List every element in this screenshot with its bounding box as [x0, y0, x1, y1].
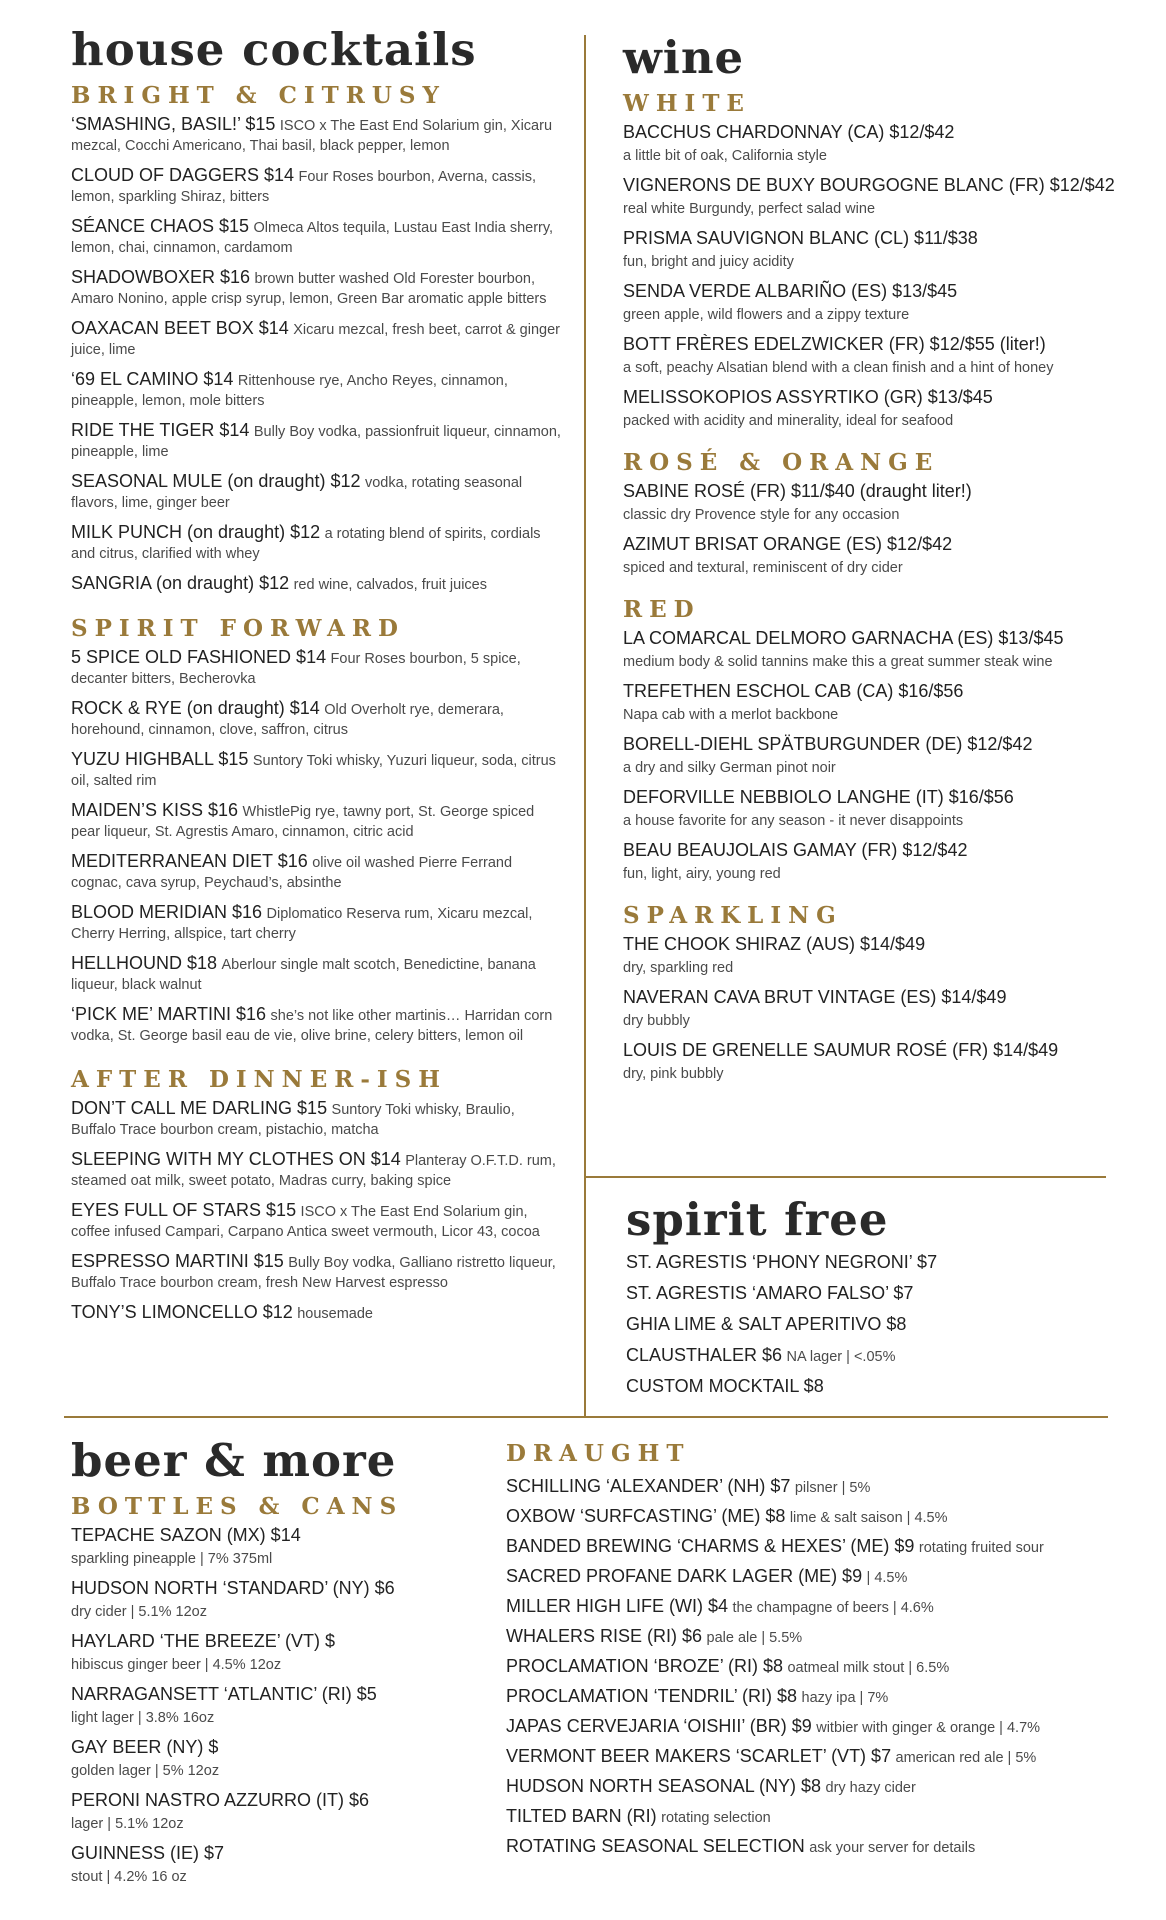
item-name: DEFORVILLE NEBBIOLO LANGHE (IT) $16/$56 [623, 787, 1014, 807]
menu-item [71, 165, 563, 207]
item-description: american red ale | 5% [895, 1750, 1037, 1766]
menu-item [71, 1251, 563, 1293]
item-name: ST. AGRESTIS ‘PHONY NEGRONI’ $7 [626, 1252, 938, 1272]
item-name: TEPACHE SAZON (MX) $14 [71, 1525, 301, 1545]
item-description: dry, sparkling red [623, 960, 734, 976]
item-name: NARRAGANSETT ‘ATLANTIC’ (RI) $5 [71, 1684, 377, 1704]
menu-item [71, 573, 563, 595]
item-description: a dry and silky German pinot noir [623, 760, 836, 776]
item-description: a rotating blend of spirits, cordials and citrus, clarified with whey [71, 526, 541, 562]
menu-item [623, 122, 1123, 166]
item-description: vodka, rotating seasonal flavors, lime, ginger beer [71, 475, 523, 511]
menu-item [506, 1806, 1106, 1828]
item-name: LOUIS DE GRENELLE SAUMUR ROSÉ (FR) $14/$49 [623, 1040, 1059, 1060]
category-heading: BRIGHT & CITRUSY [71, 82, 446, 109]
item-description: ISCO x The East End Solarium gin, coffee infused Campari, Carpano Antica sweet vermouth, Licor 43, cocoa [71, 1204, 540, 1240]
menu-item [626, 1376, 1106, 1398]
item-name: GHIA LIME & SALT APERITIVO $8 [626, 1314, 907, 1334]
item-description: hibiscus ginger beer | 4.5% 12oz [71, 1657, 282, 1673]
menu-item [71, 1684, 471, 1728]
item-name: BANDED BREWING ‘CHARMS & HEXES’ (ME) $9 [506, 1536, 915, 1556]
menu-item [71, 1843, 471, 1887]
item-description: dry bubbly [623, 1013, 690, 1029]
menu-item [506, 1716, 1106, 1738]
house-cocktails-section [71, 23, 563, 1324]
category-heading: SPARKLING [623, 902, 843, 929]
menu-item [71, 369, 563, 411]
item-description: Olmeca Altos tequila, Lustau East India sherry, lemon, chai, cinnamon, cardamom [71, 220, 554, 256]
item-description: rotating fruited sour [918, 1540, 1044, 1556]
category-heading: RED [623, 596, 701, 623]
item-name: BEAU BEAUJOLAIS GAMAY (FR) $12/$42 [623, 840, 968, 860]
menu-item [71, 420, 563, 462]
item-name: MELISSOKOPIOS ASSYRTIKO (GR) $13/$45 [623, 387, 993, 407]
menu-item [623, 387, 1123, 431]
item-name: SEASONAL MULE (on draught) $12 [71, 471, 361, 491]
item-description: Suntory Toki whisky, Braulio, Buffalo Trace bourbon cream, pistachio, matcha [71, 1102, 515, 1138]
item-name: EYES FULL OF STARS $15 [71, 1200, 297, 1220]
menu-item [71, 114, 563, 156]
item-name: MILLER HIGH LIFE (WI) $4 [506, 1596, 729, 1616]
item-name: RIDE THE TIGER $14 [71, 420, 250, 440]
item-name: GUINNESS (IE) $7 [71, 1843, 225, 1863]
menu-item [506, 1596, 1106, 1618]
item-name: SABINE ROSÉ (FR) $11/$40 (draught liter!) [623, 481, 972, 501]
item-description: lime & salt saison | 4.5% [789, 1510, 948, 1526]
item-name: ROTATING SEASONAL SELECTION [506, 1836, 805, 1856]
menu-item [623, 840, 1123, 884]
beer-section [71, 1434, 471, 1887]
house-cocktails-title: house cocktails [71, 23, 477, 76]
item-name: BOTT FRÈRES EDELZWICKER (FR) $12/$55 (liter!) [623, 334, 1046, 354]
item-name: BACCHUS CHARDONNAY (CA) $12/$42 [623, 122, 955, 142]
item-name: HELLHOUND $18 [71, 953, 218, 973]
item-description: housemade [297, 1306, 373, 1322]
item-description: witbier with ginger & orange | 4.7% [816, 1720, 1041, 1736]
menu-item [623, 281, 1123, 325]
item-description: Diplomatico Reserva rum, Xicaru mezcal, Cherry Herring, allspice, tart cherry [71, 906, 533, 942]
item-description: packed with acidity and minerality, ideal for seafood [623, 413, 954, 429]
menu-item [71, 953, 563, 995]
menu-item [71, 1525, 471, 1569]
item-description: dry cider | 5.1% 12oz [71, 1604, 207, 1620]
item-description: sparkling pineapple | 7% 375ml [71, 1551, 273, 1567]
item-name: WHALERS RISE (RI) $6 [506, 1626, 703, 1646]
item-name: PRISMA SAUVIGNON BLANC (CL) $11/$38 [623, 228, 978, 248]
menu-item [626, 1252, 1106, 1274]
item-name: ROCK & RYE (on draught) $14 [71, 698, 320, 718]
menu-item [623, 787, 1123, 831]
item-name: TREFETHEN ESCHOL CAB (CA) $16/$56 [623, 681, 964, 701]
item-description: Suntory Toki whisky, Yuzuri liqueur, soda, citrus oil, salted rim [71, 753, 556, 789]
item-name: YUZU HIGHBALL $15 [71, 749, 249, 769]
item-description: Old Overholt rye, demerara, horehound, cinnamon, clove, saffron, citrus [71, 702, 504, 738]
wine-title: wine [623, 31, 745, 84]
category-heading: AFTER DINNER-ISH [71, 1066, 447, 1093]
menu-item [71, 1578, 471, 1622]
menu-item [623, 228, 1123, 272]
menu-item [626, 1314, 1106, 1336]
item-name: SÉANCE CHAOS $15 [71, 216, 250, 236]
wine-section [623, 31, 1123, 1084]
item-name: AZIMUT BRISAT ORANGE (ES) $12/$42 [623, 534, 953, 554]
item-name: ‘PICK ME’ MARTINI $16 [71, 1004, 267, 1024]
item-description: stout | 4.2% 16 oz [71, 1869, 187, 1885]
item-name: MEDITERRANEAN DIET $16 [71, 851, 308, 871]
menu-item [71, 318, 563, 360]
menu-item [506, 1536, 1106, 1558]
item-name: PROCLAMATION ‘BROZE’ (RI) $8 [506, 1656, 784, 1676]
category-heading: ROSÉ & ORANGE [623, 449, 940, 476]
item-description: Four Roses bourbon, Averna, cassis, lemon, sparkling Shiraz, bitters [71, 169, 537, 205]
item-description: pilsner | 5% [794, 1480, 871, 1496]
item-name: BORELL-DIEHL SPÄTBURGUNDER (DE) $12/$42 [623, 734, 1033, 754]
item-name: THE CHOOK SHIRAZ (AUS) $14/$49 [623, 934, 926, 954]
item-name: ST. AGRESTIS ‘AMARO FALSO’ $7 [626, 1283, 914, 1303]
item-description: she’s not like other martinis… Harridan corn vodka, St. George basil eau de vie, olive brine, celery bitters, lemon oil [71, 1008, 553, 1044]
item-description: classic dry Provence style for any occasion [623, 507, 900, 523]
item-description: Bully Boy vodka, passionfruit liqueur, cinnamon, pineapple, lime [71, 424, 561, 460]
item-description: Xicaru mezcal, fresh beet, carrot & ginger juice, lime [71, 322, 560, 358]
item-name: PERONI NASTRO AZZURRO (IT) $6 [71, 1790, 370, 1810]
item-name: LA COMARCAL DELMORO GARNACHA (ES) $13/$45 [623, 628, 1064, 648]
menu-item [506, 1476, 1106, 1498]
item-description: ask your server for details [809, 1840, 976, 1856]
menu-item [71, 267, 563, 309]
menu-item [506, 1746, 1106, 1768]
horizontal-divider [64, 1416, 1108, 1418]
item-description: green apple, wild flowers and a zippy texture [623, 307, 910, 323]
menu-item [626, 1283, 1106, 1305]
item-description: real white Burgundy, perfect salad wine [623, 201, 876, 217]
item-description: Planteray O.F.T.D. rum, steamed oat milk, sweet potato, Madras curry, baking spice [71, 1153, 556, 1189]
item-name: ‘69 EL CAMINO $14 [71, 369, 234, 389]
item-name: DON’T CALL ME DARLING $15 [71, 1098, 328, 1118]
item-description: a house favorite for any season - it never disappoints [623, 813, 964, 829]
item-description: golden lager | 5% 12oz [71, 1763, 220, 1779]
item-description: fun, bright and juicy acidity [623, 254, 794, 270]
item-description: spiced and textural, reminiscent of dry cider [623, 560, 903, 576]
menu-item [626, 1345, 1106, 1367]
menu-item [71, 522, 563, 564]
menu-item [623, 628, 1123, 672]
menu-item [71, 851, 563, 893]
item-description: Four Roses bourbon, 5 spice, decanter bitters, Becherovka [71, 651, 521, 687]
menu-item [623, 334, 1123, 378]
item-name: MAIDEN’S KISS $16 [71, 800, 239, 820]
item-name: PROCLAMATION ‘TENDRIL’ (RI) $8 [506, 1686, 798, 1706]
item-name: CLAUSTHALER $6 [626, 1345, 783, 1365]
item-name: VERMONT BEER MAKERS ‘SCARLET’ (VT) $7 [506, 1746, 892, 1766]
menu-item [71, 647, 563, 689]
item-description: pale ale | 5.5% [706, 1630, 803, 1646]
item-description: Aberlour single malt scotch, Benedictine, banana liqueur, black walnut [71, 957, 536, 993]
menu-item [71, 1302, 563, 1324]
menu-item [71, 471, 563, 513]
item-description: dry, pink bubbly [623, 1066, 724, 1082]
menu-item [71, 1004, 563, 1046]
menu-item [71, 1631, 471, 1675]
draught-section [506, 1440, 1106, 1858]
item-name: OAXACAN BEET BOX $14 [71, 318, 289, 338]
vertical-divider [584, 35, 586, 1418]
item-description: oatmeal milk stout | 6.5% [787, 1660, 950, 1676]
menu-item [71, 1149, 563, 1191]
item-description: hazy ipa | 7% [801, 1690, 889, 1706]
item-name: JAPAS CERVEJARIA ‘OISHII’ (BR) $9 [506, 1716, 812, 1736]
item-name: CLOUD OF DAGGERS $14 [71, 165, 295, 185]
menu-item [71, 1200, 563, 1242]
item-description: | 4.5% [866, 1570, 908, 1586]
category-heading: WHITE [623, 90, 751, 117]
menu-item [71, 1098, 563, 1140]
item-description: rotating selection [661, 1810, 771, 1826]
item-name: GAY BEER (NY) $ [71, 1737, 219, 1757]
menu-item [71, 902, 563, 944]
menu-item [623, 681, 1123, 725]
item-name: HAYLARD ‘THE BREEZE’ (VT) $ [71, 1631, 336, 1651]
item-name: OXBOW ‘SURFCASTING’ (ME) $8 [506, 1506, 786, 1526]
menu-item [506, 1566, 1106, 1588]
item-name: TILTED BARN (RI) [506, 1806, 657, 1826]
menu-item [71, 1790, 471, 1834]
menu-item [623, 1040, 1123, 1084]
item-description: red wine, calvados, fruit juices [293, 577, 487, 593]
item-description: fun, light, airy, young red [623, 866, 781, 882]
menu-item [506, 1836, 1106, 1858]
menu-item [71, 216, 563, 258]
item-description: the champagne of beers | 4.6% [732, 1600, 934, 1616]
item-name: MILK PUNCH (on draught) $12 [71, 522, 321, 542]
item-description: brown butter washed Old Forester bourbon, Amaro Nonino, apple crisp syrup, lemon, Green Bar aromatic apple bitters [71, 271, 547, 307]
menu-item [623, 175, 1123, 219]
item-name: SCHILLING ‘ALEXANDER’ (NH) $7 [506, 1476, 791, 1496]
item-name: HUDSON NORTH ‘STANDARD’ (NY) $6 [71, 1578, 395, 1598]
item-name: TONY’S LIMONCELLO $12 [71, 1302, 293, 1322]
menu-item [71, 800, 563, 842]
item-description: olive oil washed Pierre Ferrand cognac, cava syrup, Peychaud’s, absinthe [71, 855, 513, 891]
menu-item [506, 1656, 1106, 1678]
category-heading: BOTTLES & CANS [71, 1493, 404, 1520]
item-name: 5 SPICE OLD FASHIONED $14 [71, 647, 327, 667]
item-description: Bully Boy vodka, Galliano ristretto liqueur, Buffalo Trace bourbon cream, fresh New Harvest espresso [71, 1255, 556, 1291]
menu-item [623, 534, 1123, 578]
beer-title: beer & more [71, 1434, 397, 1487]
item-description: a little bit of oak, California style [623, 148, 827, 164]
item-description: a soft, peachy Alsatian blend with a clean finish and a hint of honey [623, 360, 1054, 376]
item-description: Rittenhouse rye, Ancho Reyes, cinnamon, pineapple, lemon, mole bitters [71, 373, 508, 409]
menu-item [506, 1626, 1106, 1648]
item-description: ISCO x The East End Solarium gin, Xicaru mezcal, Cocchi Americano, Thai basil, black pepper, lemon [71, 118, 553, 154]
menu-item [623, 934, 1123, 978]
menu-item [623, 987, 1123, 1031]
item-name: HUDSON NORTH SEASONAL (NY) $8 [506, 1776, 822, 1796]
item-name: NAVERAN CAVA BRUT VINTAGE (ES) $14/$49 [623, 987, 1007, 1007]
item-name: ESPRESSO MARTINI $15 [71, 1251, 284, 1271]
item-description: lager | 5.1% 12oz [71, 1816, 184, 1832]
category-heading: SPIRIT FORWARD [71, 615, 405, 642]
item-description: Napa cab with a merlot backbone [623, 707, 839, 723]
menu-item [623, 481, 1123, 525]
item-name: SENDA VERDE ALBARIÑO (ES) $13/$45 [623, 281, 958, 301]
menu-item [71, 749, 563, 791]
category-heading: DRAUGHT [506, 1440, 691, 1467]
spirit-free-section [626, 1193, 1106, 1398]
item-name: ‘SMASHING, BASIL!’ $15 [71, 114, 276, 134]
menu-item [623, 734, 1123, 778]
item-name: BLOOD MERIDIAN $16 [71, 902, 263, 922]
item-name: SANGRIA (on draught) $12 [71, 573, 290, 593]
item-description: medium body & solid tannins make this a great summer steak wine [623, 654, 1053, 670]
item-name: SHADOWBOXER $16 [71, 267, 251, 287]
menu-item [71, 698, 563, 740]
menu-item [506, 1686, 1106, 1708]
item-name: VIGNERONS DE BUXY BOURGOGNE BLANC (FR) $12/$42 [623, 175, 1115, 195]
item-description: dry hazy cider [825, 1780, 916, 1796]
item-description: WhistlePig rye, tawny port, St. George spiced pear liqueur, St. Agrestis Amaro, cinnamon, citric acid [71, 804, 535, 840]
menu-item [71, 1737, 471, 1781]
item-description: NA lager | <.05% [786, 1349, 896, 1365]
spirit-free-divider [586, 1176, 1106, 1178]
menu-item [506, 1776, 1106, 1798]
item-name: SACRED PROFANE DARK LAGER (ME) $9 [506, 1566, 863, 1586]
item-name: CUSTOM MOCKTAIL $8 [626, 1376, 824, 1396]
item-name: SLEEPING WITH MY CLOTHES ON $14 [71, 1149, 401, 1169]
item-description: light lager | 3.8% 16oz [71, 1710, 215, 1726]
spirit-free-title: spirit free [626, 1193, 889, 1246]
menu-item [506, 1506, 1106, 1528]
